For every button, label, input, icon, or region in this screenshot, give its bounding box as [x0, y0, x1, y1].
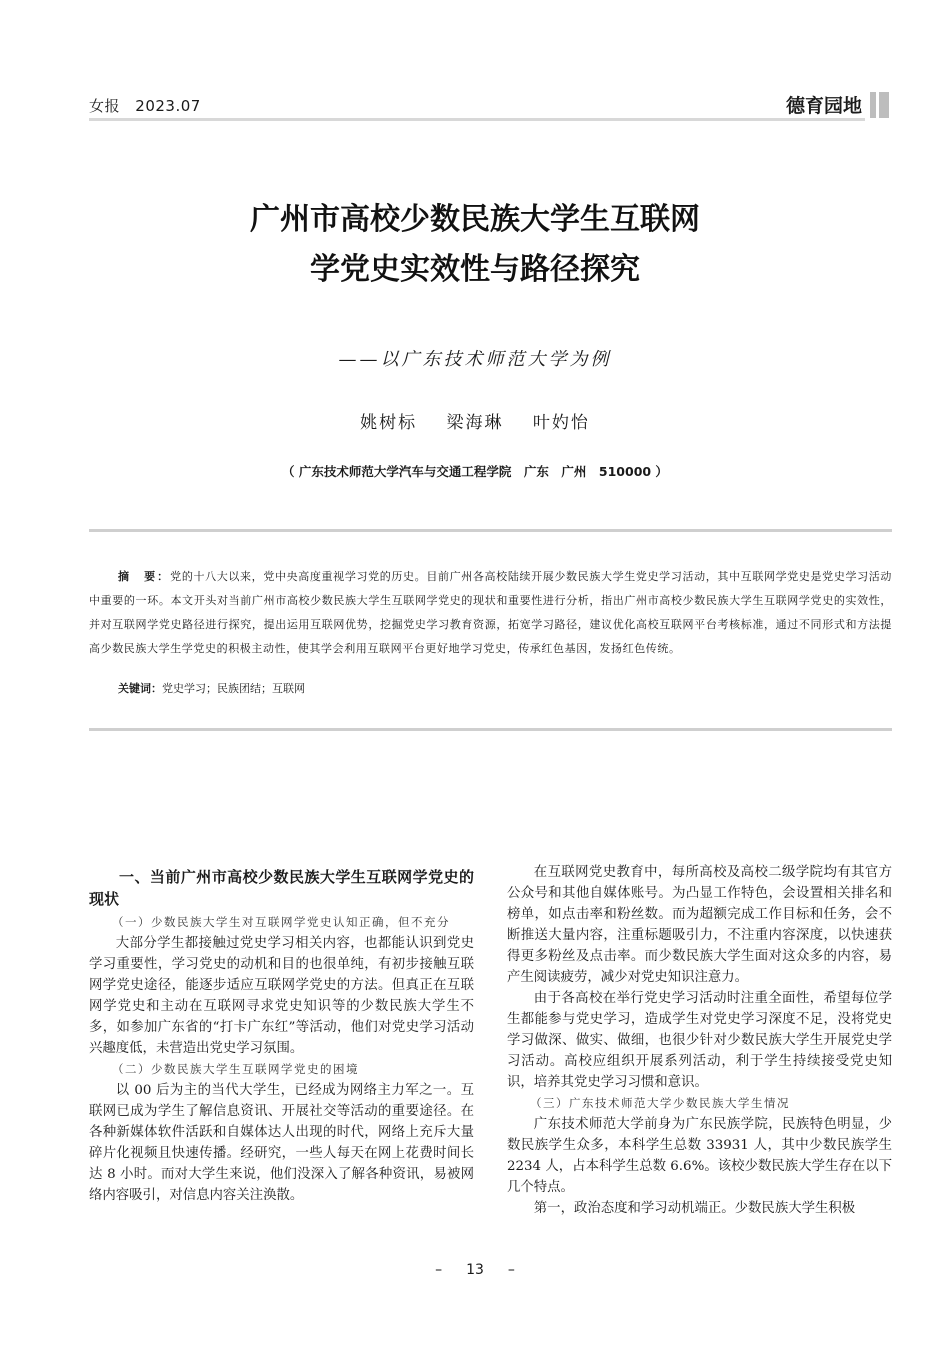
author: 姚树标 [360, 413, 418, 433]
abstract-top-divider [89, 529, 892, 532]
authors [0, 408, 950, 433]
subsection-heading: （一）少数民族大学生对互联网学党史认知正确，但不充分 [112, 915, 450, 929]
title-line-1: 广州市高校少数民族大学生互联网 [250, 202, 700, 237]
issue-date: 2023.07 [135, 97, 201, 115]
page-number-value: 13 [466, 1262, 484, 1278]
journal-header [89, 95, 201, 116]
header-decoration [870, 92, 892, 118]
paragraph: 在互联网党史教育中，每所高校及高校二级学院均有其官方公众号和其他自媒体账号。为凸显工作特色，会设置相关排名和榜单，如点击率和粉丝数。而为超额完成工作目标和任务，会不断推送大量内容，注重标题吸引力，不注重内容深度，以快速获得更多粉丝及点击率。而少数民族大学生面对这众多的内容，易产生阅读疲劳，减少对党史知识注意力。 [507, 865, 892, 985]
article-subtitle: ——以广东技术师范大学为例 [338, 349, 612, 370]
abstract-label: 摘 要： [118, 570, 171, 583]
keywords-label: 关键词： [118, 682, 162, 695]
paragraph: 由于各高校在举行党史学习活动时注重全面性，希望每位学生都能参与党史学习，造成学生对党史学习深度不足，没将党史学习做深、做实、做细，也很少针对少数民族大学生开展党史学习活动。高校应组织开展系列活动，利于学生持续接受党史知识，培养其党史学习习惯和意识。 [507, 991, 892, 1090]
page-dash: – [435, 1262, 443, 1278]
author: 梁海琳 [446, 413, 504, 433]
section-title: 德育园地 [785, 95, 862, 117]
keywords [89, 677, 892, 701]
author: 叶妁怡 [532, 413, 590, 433]
subsection-heading: （二）少数民族大学生互联网学党史的困境 [112, 1062, 359, 1076]
body-column-left [89, 862, 474, 1206]
subsection-heading: （三）广东技术师范大学少数民族大学生情况 [530, 1096, 790, 1110]
article-title [0, 195, 950, 295]
paragraph: 第一，政治态度和学习动机端正。少数民族大学生积极 [533, 1201, 856, 1216]
section-heading: 一、当前广州市高校少数民族大学生互联网学党史的现状 [89, 868, 474, 908]
paragraph: 以 00 后为主的当代大学生，已经成为网络主力军之一。互联网已成为学生了解信息资讯、开展社交等活动的重要途径。在各种新媒体软件活跃和自媒体达人出现的时代，网络上充斥大量碎片化视频且快速传播。经研究，一些人每天在网上花费时间长达 8 小时。而对大学生来说，他们没深入了解各种资讯，易被网络内容吸引，对信息内容关注涣散。 [89, 1083, 474, 1203]
decor-bar [879, 92, 889, 118]
abstract [89, 565, 892, 661]
abstract-bottom-divider [89, 728, 892, 731]
paragraph: 大部分学生都接触过党史学习相关内容，也都能认识到党史学习重要性，学习党史的动机和目的也很单纯，有初步接触互联网学党史途径，能逐步适应互联网学党史的方法。但真正在互联网学党史和主动在互联网寻求党史知识等的少数民族大学生不多，如参加广东省的“打卡广东红”等活动，他们对党史学习活动兴趣度低，未营造出党史学习氛围。 [89, 936, 474, 1056]
affiliation: （ 广东技术师范大学汽车与交通工程学院 广东 广州 510000 ） [282, 464, 668, 479]
decor-bar [870, 92, 876, 118]
paragraph: 广东技术师范大学前身为广东民族学院，民族特色明显，少数民族学生众多，本科学生总数 33931 人，其中少数民族学生 2234 人，占本科学生总数 6.6%。该校少数民族大学生存在以下几个特点。 [507, 1117, 892, 1195]
title-line-2: 学党史实效性与路径探究 [310, 252, 640, 287]
abstract-text: 党的十八大以来，党中央高度重视学习党的历史。目前广州各高校陆续开展少数民族大学生党史学习活动，其中互联网学党史是党史学习活动中重要的一环。本文开头对当前广州市高校少数民族大学生互联网学党史的现状和重要性进行分析，指出广州市高校少数民族大学生互联网学党史的实效性，并对互联网学党史路径进行探究，提出运用互联网优势，挖掘党史学习教育资源，拓宽学习路径，建议优化高校互联网平台考核标准，通过不同形式和方法提高少数民族大学生学党史的积极主动性，使其学会利用互联网平台更好地学习党史，传承红色基因，发扬红色传统。 [89, 570, 892, 655]
header-divider [89, 118, 865, 121]
journal-name: 女报 [89, 97, 121, 115]
body-column-right [507, 862, 892, 1219]
keywords-text: 党史学习；民族团结；互联网 [162, 682, 305, 695]
page-number [0, 1262, 950, 1278]
page-dash: – [507, 1262, 515, 1278]
